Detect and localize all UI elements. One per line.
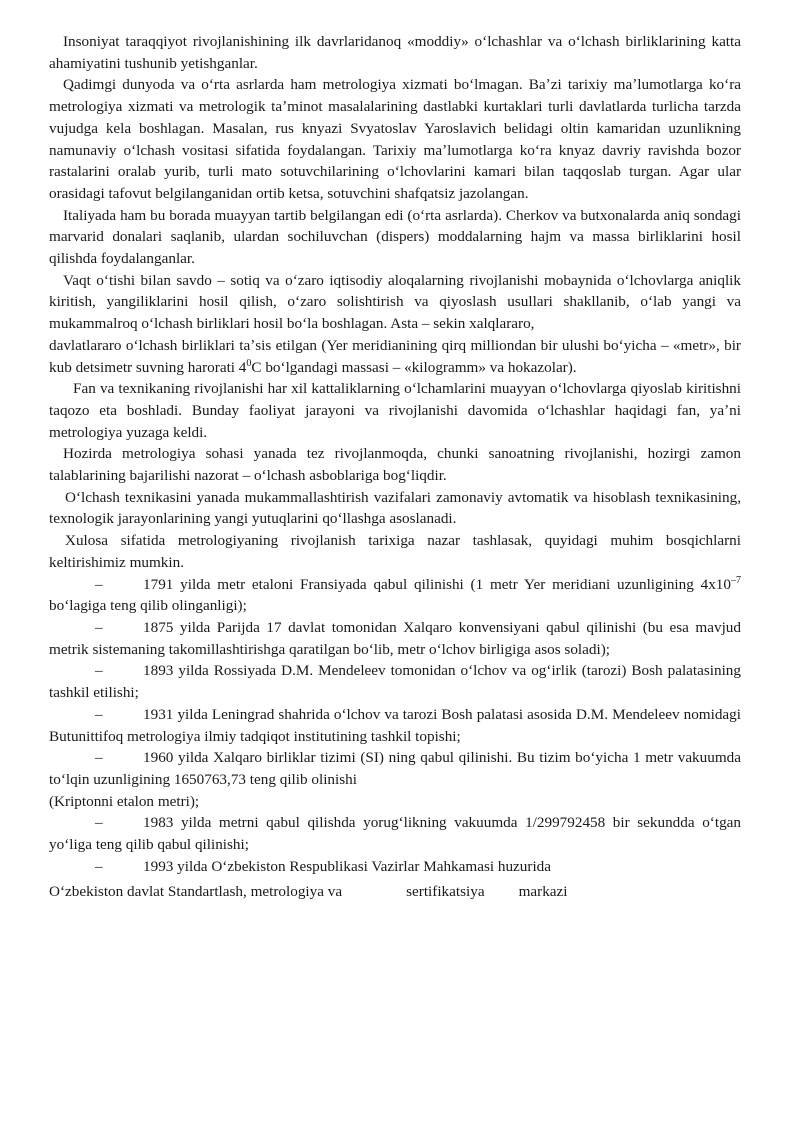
list-dash: – <box>95 662 103 680</box>
list-item-1960-note: (Kriptonni etalon metri); <box>49 792 200 810</box>
list-item-1791 <box>49 574 741 617</box>
paragraph-conclusion: Xulosa sifatida metrologiyaning rivojlanish tarixiga nazar tashlasak, quyidagi muhim bosqichlarni keltirishimiz mumkin. <box>49 532 741 571</box>
list-item-text: 1875 yilda Parijda 17 davlat tomonidan Xalqaro konvensiyani qabul qilinishi (bu esa mavjud metrik sistemaning takomillashtirishga qaratilgan boʻlib, metr oʻlchov birligiga asos soladi); <box>49 618 741 658</box>
paragraph-technique: Oʻlchash texnikasini yanada mukammallashtirish vazifalari zamonaviy avtomatik va hisoblash texnikasining, texnologik jarayonlarining yangi yutuqlarini qoʻllashga asoslanadi. <box>49 488 741 528</box>
document-page <box>49 31 741 903</box>
paragraph-today: Hozirda metrologiya sohasi yanada tez rivojlanmoqda, chunki sanoatning rivojlanishi, hozirgi zamon talablarining bajarilishi nazorat – oʻlchash asboblariga bogʻliqdir. <box>49 445 741 485</box>
list-dash: – <box>95 814 103 832</box>
paragraph-intro: Insoniyat taraqqiyot rivojlanishining ilk davrlaridanoq «moddiy» oʻlchashlar va oʻlchash birliklarining katta ahamiyatini tushunib yetishganlar. <box>49 33 741 72</box>
list-item-1993-continued <box>49 881 741 903</box>
list-item-text-part1: Oʻzbekiston davlat Standartlash, metrologiya va <box>49 883 343 901</box>
list-item-text-end: boʻlagiga teng qilib olinganligi); <box>49 597 247 615</box>
paragraph-italy: Italiyada ham bu borada muayyan tartib belgilangan edi (oʻrta asrlarda). Cherkov va butxonalarda aniq sondagi marvarid donalari saqlanib, ulardan sochiluvchan (dispers) moddalarning hajm va massa birliklarini hosil qilishda foydalanganlar. <box>49 206 741 268</box>
list-dash: – <box>95 618 103 636</box>
list-item-1960 <box>49 747 741 790</box>
paragraph-trade: Vaqt oʻtishi bilan savdo – sotiq va oʻzaro iqtisodiy aloqalarning rivojlanishi mobaynida oʻlchovlarga aniqlik kiritish, yangiliklarini hosil qilish, oʻzaro solishtirish va qiyoslash usullari shakllanib, oʻlab yangi va mukammalroq oʻlchash birliklari hosil boʻla boshlagan. Asta – sekin xalqlararo, <box>49 271 741 333</box>
list-item-1983 <box>49 812 741 855</box>
list-item-text: 1983 yilda metrni qabul qilishda yorugʻlikning vakuumda 1/299792458 bir sekundda oʻtgan yoʻliga teng qilib qabul qilinishi; <box>49 814 741 854</box>
list-item-text-part2: sertifikatsiya <box>406 883 485 901</box>
units-superscript: 0 <box>246 357 252 369</box>
units-text-b: C boʻlgandagi massasi – «kilogramm» va hokazolar). <box>251 358 577 376</box>
list-item-1931 <box>49 704 741 747</box>
paragraph-science: Fan va texnikaning rivojlanishi har xil kattaliklarning oʻlchamlarini muayyan oʻlchovlarga qiyoslab kiritishni taqozo eta boshladi. Bunday faoliyat jarayoni va rivojlanishi davomida oʻlchashlar haqidagi fan, yaʼni metrologiya yuzaga keldi. <box>49 380 741 441</box>
units-text-a: davlatlararo oʻlchash birliklari taʼsis etilgan (Yer meridianining qirq milliondan bir ulushi boʻyicha – «metr», bir kub detsimetr suvning harorati 4 <box>49 336 741 376</box>
list-dash: – <box>95 857 103 875</box>
list-item-1993 <box>49 856 741 878</box>
list-item-text: 1791 yilda metr etaloni Fransiyada qabul qilinishi (1 metr Yer meridiani uzunligining 4x10 <box>143 575 731 593</box>
list-item-1875 <box>49 617 741 660</box>
list-item-text-part3: markazi <box>518 883 568 901</box>
paragraph-ancient-metrology: Qadimgi dunyoda va oʻrta asrlarda ham metrologiya xizmati boʻlmagan. Baʼzi tarixiy maʼlumotlarga koʻra metrologiya xizmati va metrologik taʼminot masalalarining dastlabki kurtaklari turli davlatlarda turlicha tarzda vujudga kela boshlagan. Masalan, rus knyazi Svyatoslav Yaroslavich belidagi oltin kamaridan uzunlikning namunaviy oʻlchash vositasi sifatida foydalangan. Tarixiy maʼlumotlarga koʻra knyaz davriy ravishda bozor rastalarini oralab yurib, turli mato sotuvchilarining oʻlchovlarini kamari bilan taqqoslab turgan. Agar ular orasidagi tafovut belgilanganidan ortib ketsa, sotuvchini shafqatsiz jazolangan. <box>49 76 741 202</box>
list-dash: – <box>95 705 103 723</box>
list-dash: – <box>95 749 103 767</box>
list-item-text: 1931 yilda Leningrad shahrida oʻlchov va tarozi Bosh palatasi asosida D.M. Mendeleev nomidagi Butunittifoq metrologiya ilmiy tadqiqot institutining tashkil topishi; <box>49 705 741 745</box>
paragraph-units <box>49 335 741 378</box>
list-item-1893 <box>49 660 741 703</box>
list-item-text: 1893 yilda Rossiyada D.M. Mendeleev tomonidan oʻlchov va ogʻirlik (tarozi) Bosh palatasining tashkil etilishi; <box>49 662 741 702</box>
list-item-text: 1960 yilda Xalqaro birliklar tizimi (SI) ning qabul qilinishi. Bu tizim boʻyicha 1 metr vakuumda toʻlqin uzunligining 1650763,73 teng qilib olinishi <box>49 749 741 788</box>
list-item-text: 1993 yilda Oʻzbekiston Respublikasi Vazirlar Mahkamasi huzurida <box>143 857 551 875</box>
list-dash: – <box>95 575 103 593</box>
exponent-superscript: –7 <box>731 574 741 586</box>
